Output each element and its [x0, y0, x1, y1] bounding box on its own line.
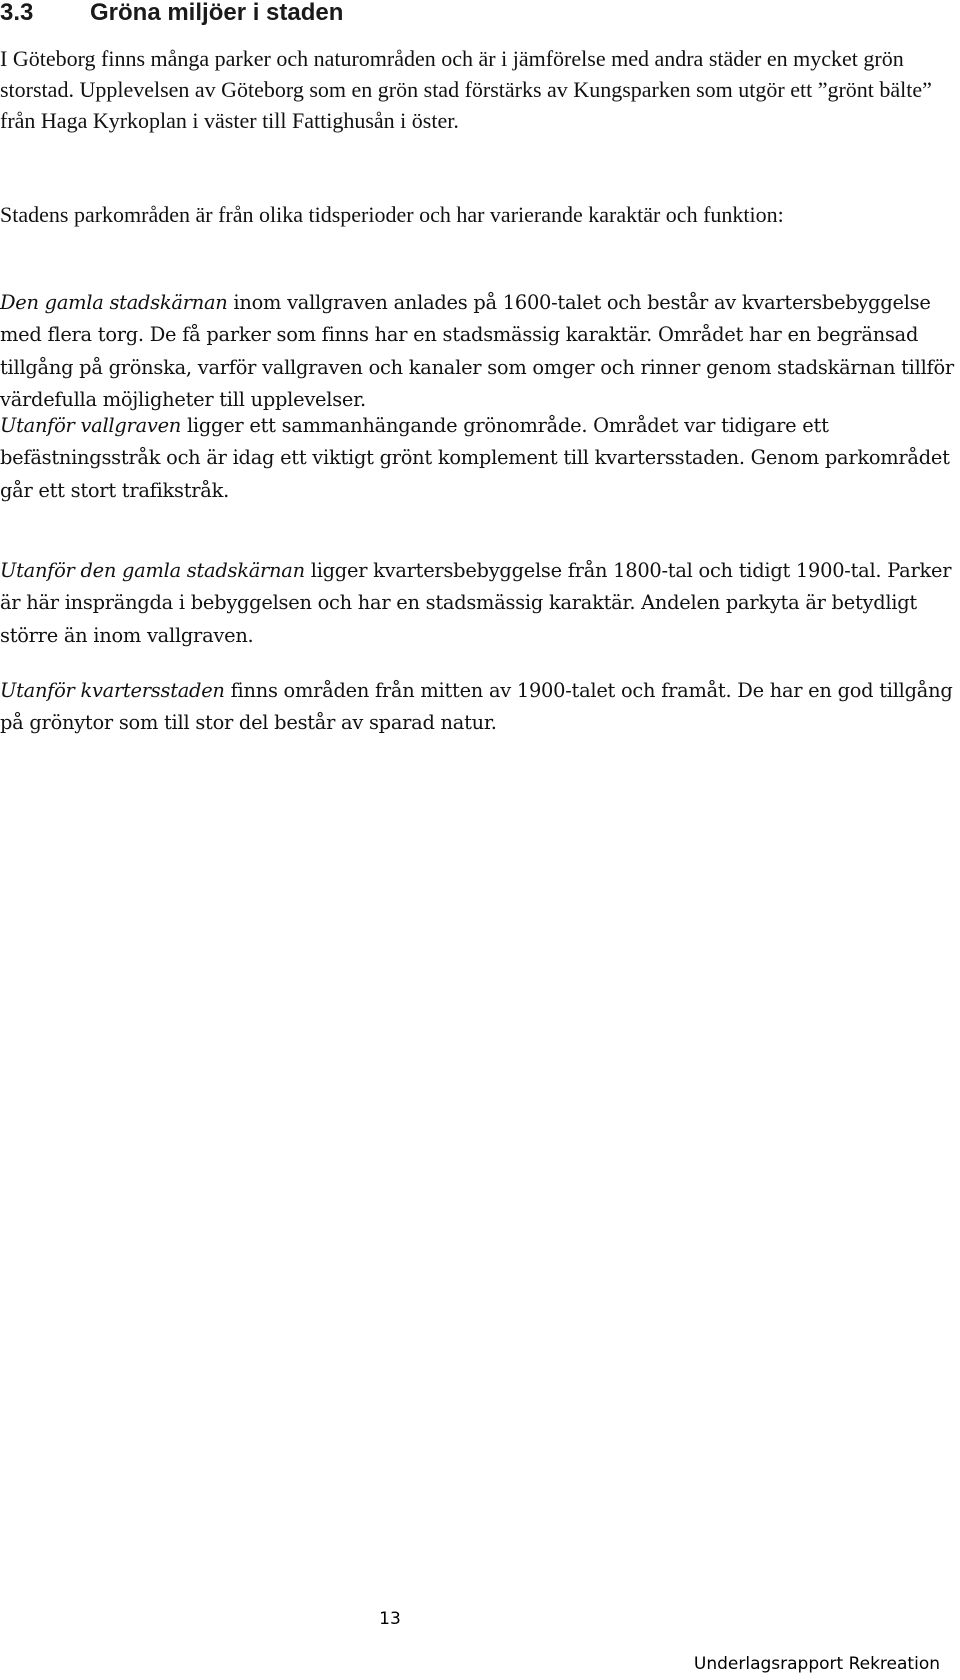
report-name: Underlagsrapport Rekreation — [693, 1654, 940, 1674]
paragraph-gamla-stadskarnan — [0, 287, 956, 417]
section-title: Gröna miljöer i staden — [90, 0, 344, 26]
page-number: 13 — [379, 1609, 401, 1629]
lead-paragraph: Stadens parkområden är från olika tidsperioder och har varierande karaktär och funktion: — [0, 202, 784, 227]
paragraph-text: inom vallgraven anlades på 1600-talet och består av kvartersbebyggelse med flera torg. De få parker som finns har en stadsmässig karaktär. Området har en begränsad tillgång på grönska, varför vallgraven och kanaler som omger och rinner genom stadskärnan tillför värdefulla möjligheter till upplevelser. — [0, 291, 954, 412]
paragraph-utanfor-kvartersstaden — [0, 675, 956, 740]
section-number: 3.3 — [0, 0, 34, 26]
paragraph-text: ligger ett sammanhängande grönområde. Området var tidigare ett befästningsstråk och är idag ett viktigt grönt komplement till kvartersstaden. Genom parkområdet går ett stort trafikstråk. — [0, 414, 950, 502]
emphasis-term: Utanför vallgraven — [0, 414, 182, 437]
emphasis-term: Utanför kvartersstaden — [0, 679, 225, 702]
emphasis-term: Den gamla stadskärnan — [0, 291, 228, 314]
section-heading — [0, 0, 960, 26]
emphasis-term: Utanför den gamla stadskärnan — [0, 559, 305, 582]
paragraph-text: finns områden från mitten av 1900-talet och framåt. De har en god tillgång på grönytor som till stor del består av sparad natur. — [0, 679, 953, 735]
paragraph-utanfor-stadskarnan — [0, 555, 956, 652]
intro-paragraph: I Göteborg finns många parker och naturområden och är i jämförelse med andra städer en mycket grön storstad. Upplevelsen av Göteborg som en grön stad förstärks av Kungsparken som utgör ett ”grönt bälte” från Haga Kyrkoplan i väster till Fattighusån i öster. — [0, 46, 932, 133]
paragraph-utanfor-vallgraven — [0, 410, 956, 507]
paragraph-text: ligger kvartersbebyggelse från 1800-tal och tidigt 1900-tal. Parker är här insprängda i bebyggelsen och har en stadsmässig karaktär. Andelen parkyta är betydligt större än inom vallgraven. — [0, 559, 952, 647]
